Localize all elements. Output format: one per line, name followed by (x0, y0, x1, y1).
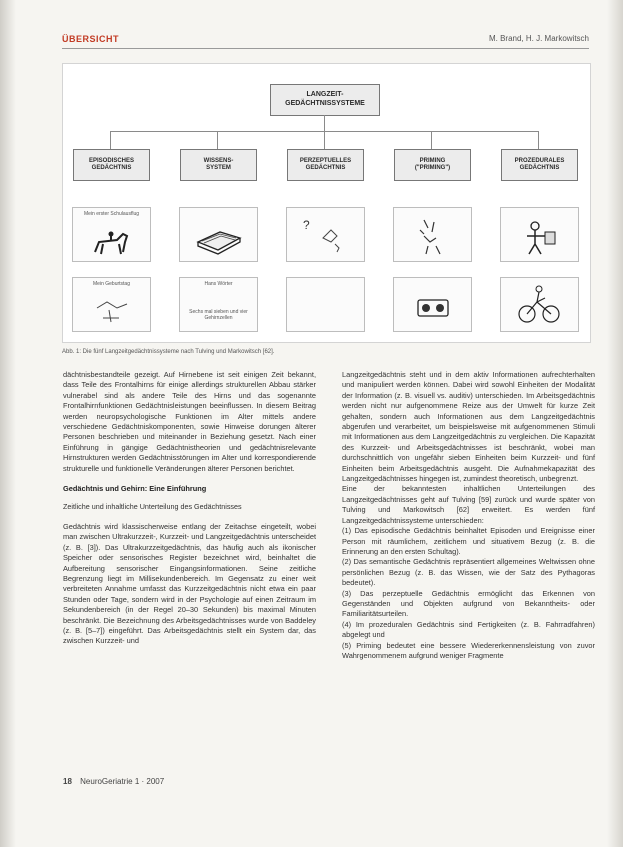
node-episodic-memory: EPISODISCHES GEDÄCHTNIS (73, 149, 150, 181)
horse-rider-icon (73, 208, 150, 261)
illustration-books (179, 207, 258, 262)
question-mark: ? (303, 218, 310, 232)
illustration-priming-2 (393, 277, 472, 332)
page-shadow-right (607, 0, 623, 847)
list-item: (2) Das semantische Gedächtnis repräsentiert allgemeines Weltwissen ohne persönlichen Bezug (z. B. das Wissen, wie der Satz des Pythagoras bedeutet). (342, 557, 595, 588)
journal-name: NeuroGeriatrie 1 · 2007 (80, 777, 165, 786)
connector-2 (217, 131, 218, 149)
facts-text: Sechs mal sieben und vier Gehirnzellen (189, 309, 248, 321)
page-shadow-left (0, 0, 16, 847)
illustration-perceptual (286, 207, 365, 262)
root-node-long-term-memory: LANGZEIT- GEDÄCHTNISSYSTEME (270, 84, 380, 116)
list-item: (5) Priming bedeutet eine bessere Wiedererkennensleistung von zuvor Wahrgenommenem aufgrund weniger Fragmente (342, 640, 595, 660)
node-priming: PRIMING ("PRIMING") (394, 149, 471, 181)
fragmented-figure-icon (394, 208, 471, 261)
illustration-birthday (72, 277, 151, 332)
paragraph: Eine der bekanntesten inhaltlichen Unterteilungen des Langzeitgedächtnisses geht auf Tulving [59] zurück und wurde später von Tulving und Markowitsch [62] erweitert. Es werden fünf Langzeitgedächtnissysteme unterschieden: (342, 484, 595, 525)
illustration-cyclist (500, 277, 579, 332)
facts-title: Hans Wörter (204, 281, 233, 287)
running-head-authors: M. Brand, H. J. Markowitsch (488, 34, 589, 43)
list-item: (1) Das episodische Gedächtnis beinhaltet Episoden und Ereignisse einer Person mit räumlichem, zeitlichem und situativem Bezug (z. B. die Erinnerung an den ersten Schultag). (342, 526, 595, 556)
paragraph: Langzeitgedächtnis steht und in dem aktiv Informationen aufrechterhalten und manipuliert werden können. Dabei wird sowohl Einheiten der Modalität der Information (z. B. visuell vs. auditiv) unterschieden. Im Arbeitsgedächtnis werden nicht nur aufgenommene Reize aus der Umwelt für kurze Zeit gehalten, sondern auch Informationen aus dem Langzeitgedächtnis abgerufen und verarbeitet, um beispielsweise mit aufgenommenen Stimuli mit Informationen aus dem Langzeitgedächtnis zu vergleichen. Die Kapazität des Kurzzeit- und Arbeitsgedächtnisses ist beschränkt, wobei man durchschnittlich von ungefähr sieben Einheiten beim Kurzzeit- und fünf Einheiten beim Arbeitsgedächtnis ausgeht. Die Aufnahmekapazität des Langzeitgedächtnisses hingegen ist, zumindest theoretisch, unbegrenzt. (342, 370, 595, 484)
illustration-caption: Mein Geburtstag (93, 281, 130, 287)
books-icon (180, 208, 257, 261)
connector-1 (110, 131, 111, 149)
left-column (63, 370, 316, 647)
figure-memory-systems (62, 63, 591, 343)
node-procedural-memory: PROZEDURALES GEDÄCHTNIS (501, 149, 578, 181)
page-footer (63, 777, 164, 786)
sketch-icon (73, 278, 150, 331)
list-item: (4) Im prozeduralen Gedächtnis sind Fertigkeiten (z. B. Fahrradfahren) abgelegt und (342, 619, 595, 640)
figure-caption: Abb. 1: Die fünf Langzeitgedächtnissysteme nach Tulving und Markowitsch [62]. (62, 349, 275, 355)
list-item: (3) Das perzeptuelle Gedächtnis ermöglicht das Erkennen von Gegenständen und Objekten aufgrund von Bekanntheits- oder Familiaritätsurteilen. (342, 588, 595, 619)
connector-5 (538, 131, 539, 149)
illustration-facts (179, 277, 258, 332)
right-column (342, 370, 595, 661)
node-perceptual-memory: PERZEPTUELLES GEDÄCHTNIS (287, 149, 364, 181)
connector-3 (324, 131, 325, 149)
page-number: 18 (63, 777, 72, 786)
person-reading-icon (501, 208, 578, 261)
connector-root (324, 115, 325, 131)
subsection-heading: Zeitliche und inhaltliche Unterteilung des Gedächtnisses (63, 502, 242, 512)
illustration-caption: Mein erster Schulausflug (83, 211, 140, 217)
node-knowledge-system: WISSENS- SYSTEM (180, 149, 257, 181)
radio-icon (394, 278, 471, 331)
object-sketch-icon (287, 208, 364, 261)
paragraph: Gedächtnis wird klassischerweise entlang der Zeitachse eingeteilt, wobei man zwischen Ultrakurzzeit-, Kurzzeit- und Langzeitgedächtnis unterscheidet (z. B. [3]). Das Ultrakurzzeitgedächtnis, das häufig auch als ikonischer Speicher oder sensorisches Register bezeichnet wird, beinhaltet die Aufbereitung sensorischer Eingangsinformationen. Seine zeitliche Begrenzung liegt im Millisekundenbereich. Im Gegensatz zu einer weit verbreiteten Annahme umfasst das Kurzzeitgedächtnis nicht etwa ein paar Stunden oder Tage, sondern wird in der Psychologie auf einen Zeitraum im Sekundenbereich (in der Regel 20–30 Sekunden) bis maximal Minuten beschränkt. Die Bezeichnung des Arbeitsgedächtnisses wurde von Baddeley (z. B. [5–7]) eingeführt. Das Arbeitsgedächtnis stellt ein System dar, das zwischen Kurzzeit- und (63, 521, 316, 646)
illustration-school-trip (72, 207, 151, 262)
section-label: ÜBERSICHT (62, 34, 120, 44)
connector-4 (431, 131, 432, 149)
bicycle-icon (501, 278, 578, 331)
header-rule (62, 48, 589, 49)
illustration-procedural (500, 207, 579, 262)
section-heading: Gedächtnis und Gehirn: Eine Einführung (63, 484, 207, 494)
paragraph: dächtnisbestandteile gezeigt. Auf Hirnebene ist seit einigen Zeit bekannt, dass Teile des Frontalhirns für einige allerdings strukturellen Abbau stärker vulnerabel sind als andere Teile des Hirns und das sogenannte Frontalhirnfunktionen Gedächtnisleistungen beeinflussen. In diesem Beitrag werden neuropsychologische Funktionen im Alter mittels andere verschiedene Gedächtniskomponenten, sowie Hinweise dorungen älterer Personen beschrieben und miteinander in Beziehung gesetzt. Nach einer Einführung in gängige Gedächtnistheorien und gedächtnisrelevante Hirnstrukturen werden Gedächtnisstörungen im Alter und korrespondierende strukturelle und funktionelle Veränderungen älterer Personen berichtet. (63, 370, 316, 473)
illustration-priming (393, 207, 472, 262)
illustration-perceptual-2 (286, 277, 365, 332)
